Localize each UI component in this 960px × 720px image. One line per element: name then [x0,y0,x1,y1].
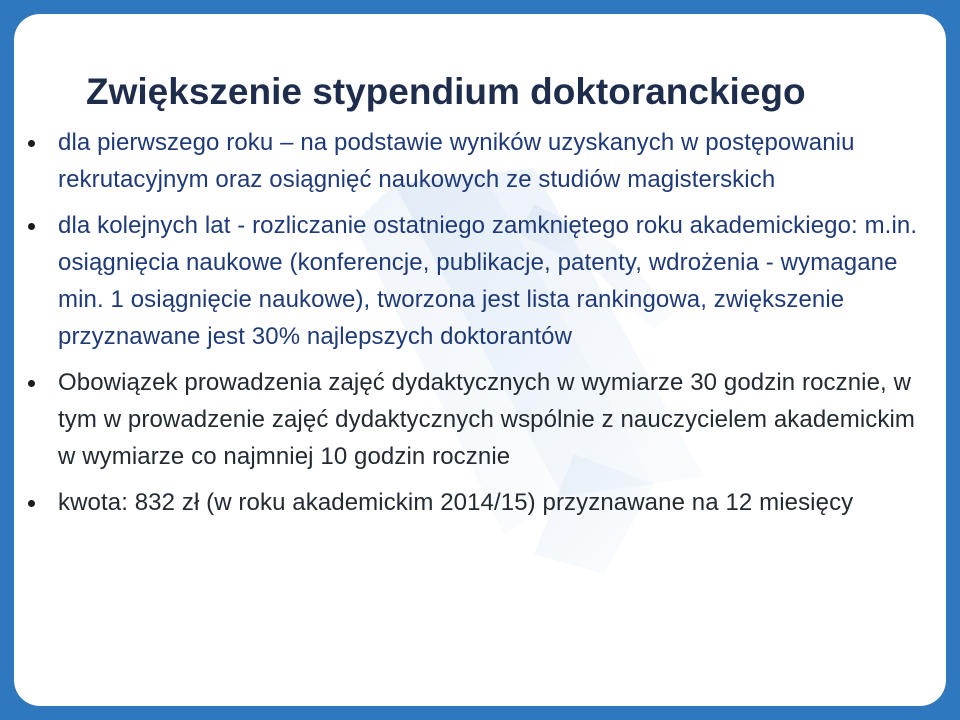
list-item [14,364,946,475]
bullet-dot-icon [28,500,35,507]
bullet-text: dla pierwszego roku – na podstawie wyników uzyskanych w postępowaniu rekrutacyjnym oraz osiągnięć naukowych ze studiów magisterskich [58,129,855,193]
bullet-text: dla kolejnych lat - rozliczanie ostatniego zamkniętego roku akademickiego: m.in. osiągnięcia naukowe (konferencje, publikacje, patenty, wdrożenia - wymagane min. 1 osiągnięcie naukowe), tworzona jest lista rankingowa, zwiększenie przyznawane jest 30% najlepszych doktorantów [58,212,918,350]
bullet-list [14,124,946,530]
bullet-text: kwota: 832 zł (w roku akademickim 2014/15) przyznawane na 12 miesięcy [58,489,854,516]
bullet-dot-icon [28,380,35,387]
slide-panel [14,14,946,706]
slide-title: Zwiększenie stypendium doktoranckiego [86,71,806,112]
bullet-text: Obowiązek prowadzenia zajęć dydaktycznych w wymiarze 30 godzin rocznie, w tym w prowadzenie zajęć dydaktycznych wspólnie z nauczycielem akademickim w wymiarze co najmniej 10 godzin rocznie [58,369,915,470]
list-item [14,484,946,521]
list-item [14,124,946,198]
bullet-dot-icon [28,140,35,147]
list-item [14,207,946,355]
bullet-dot-icon [28,223,35,230]
